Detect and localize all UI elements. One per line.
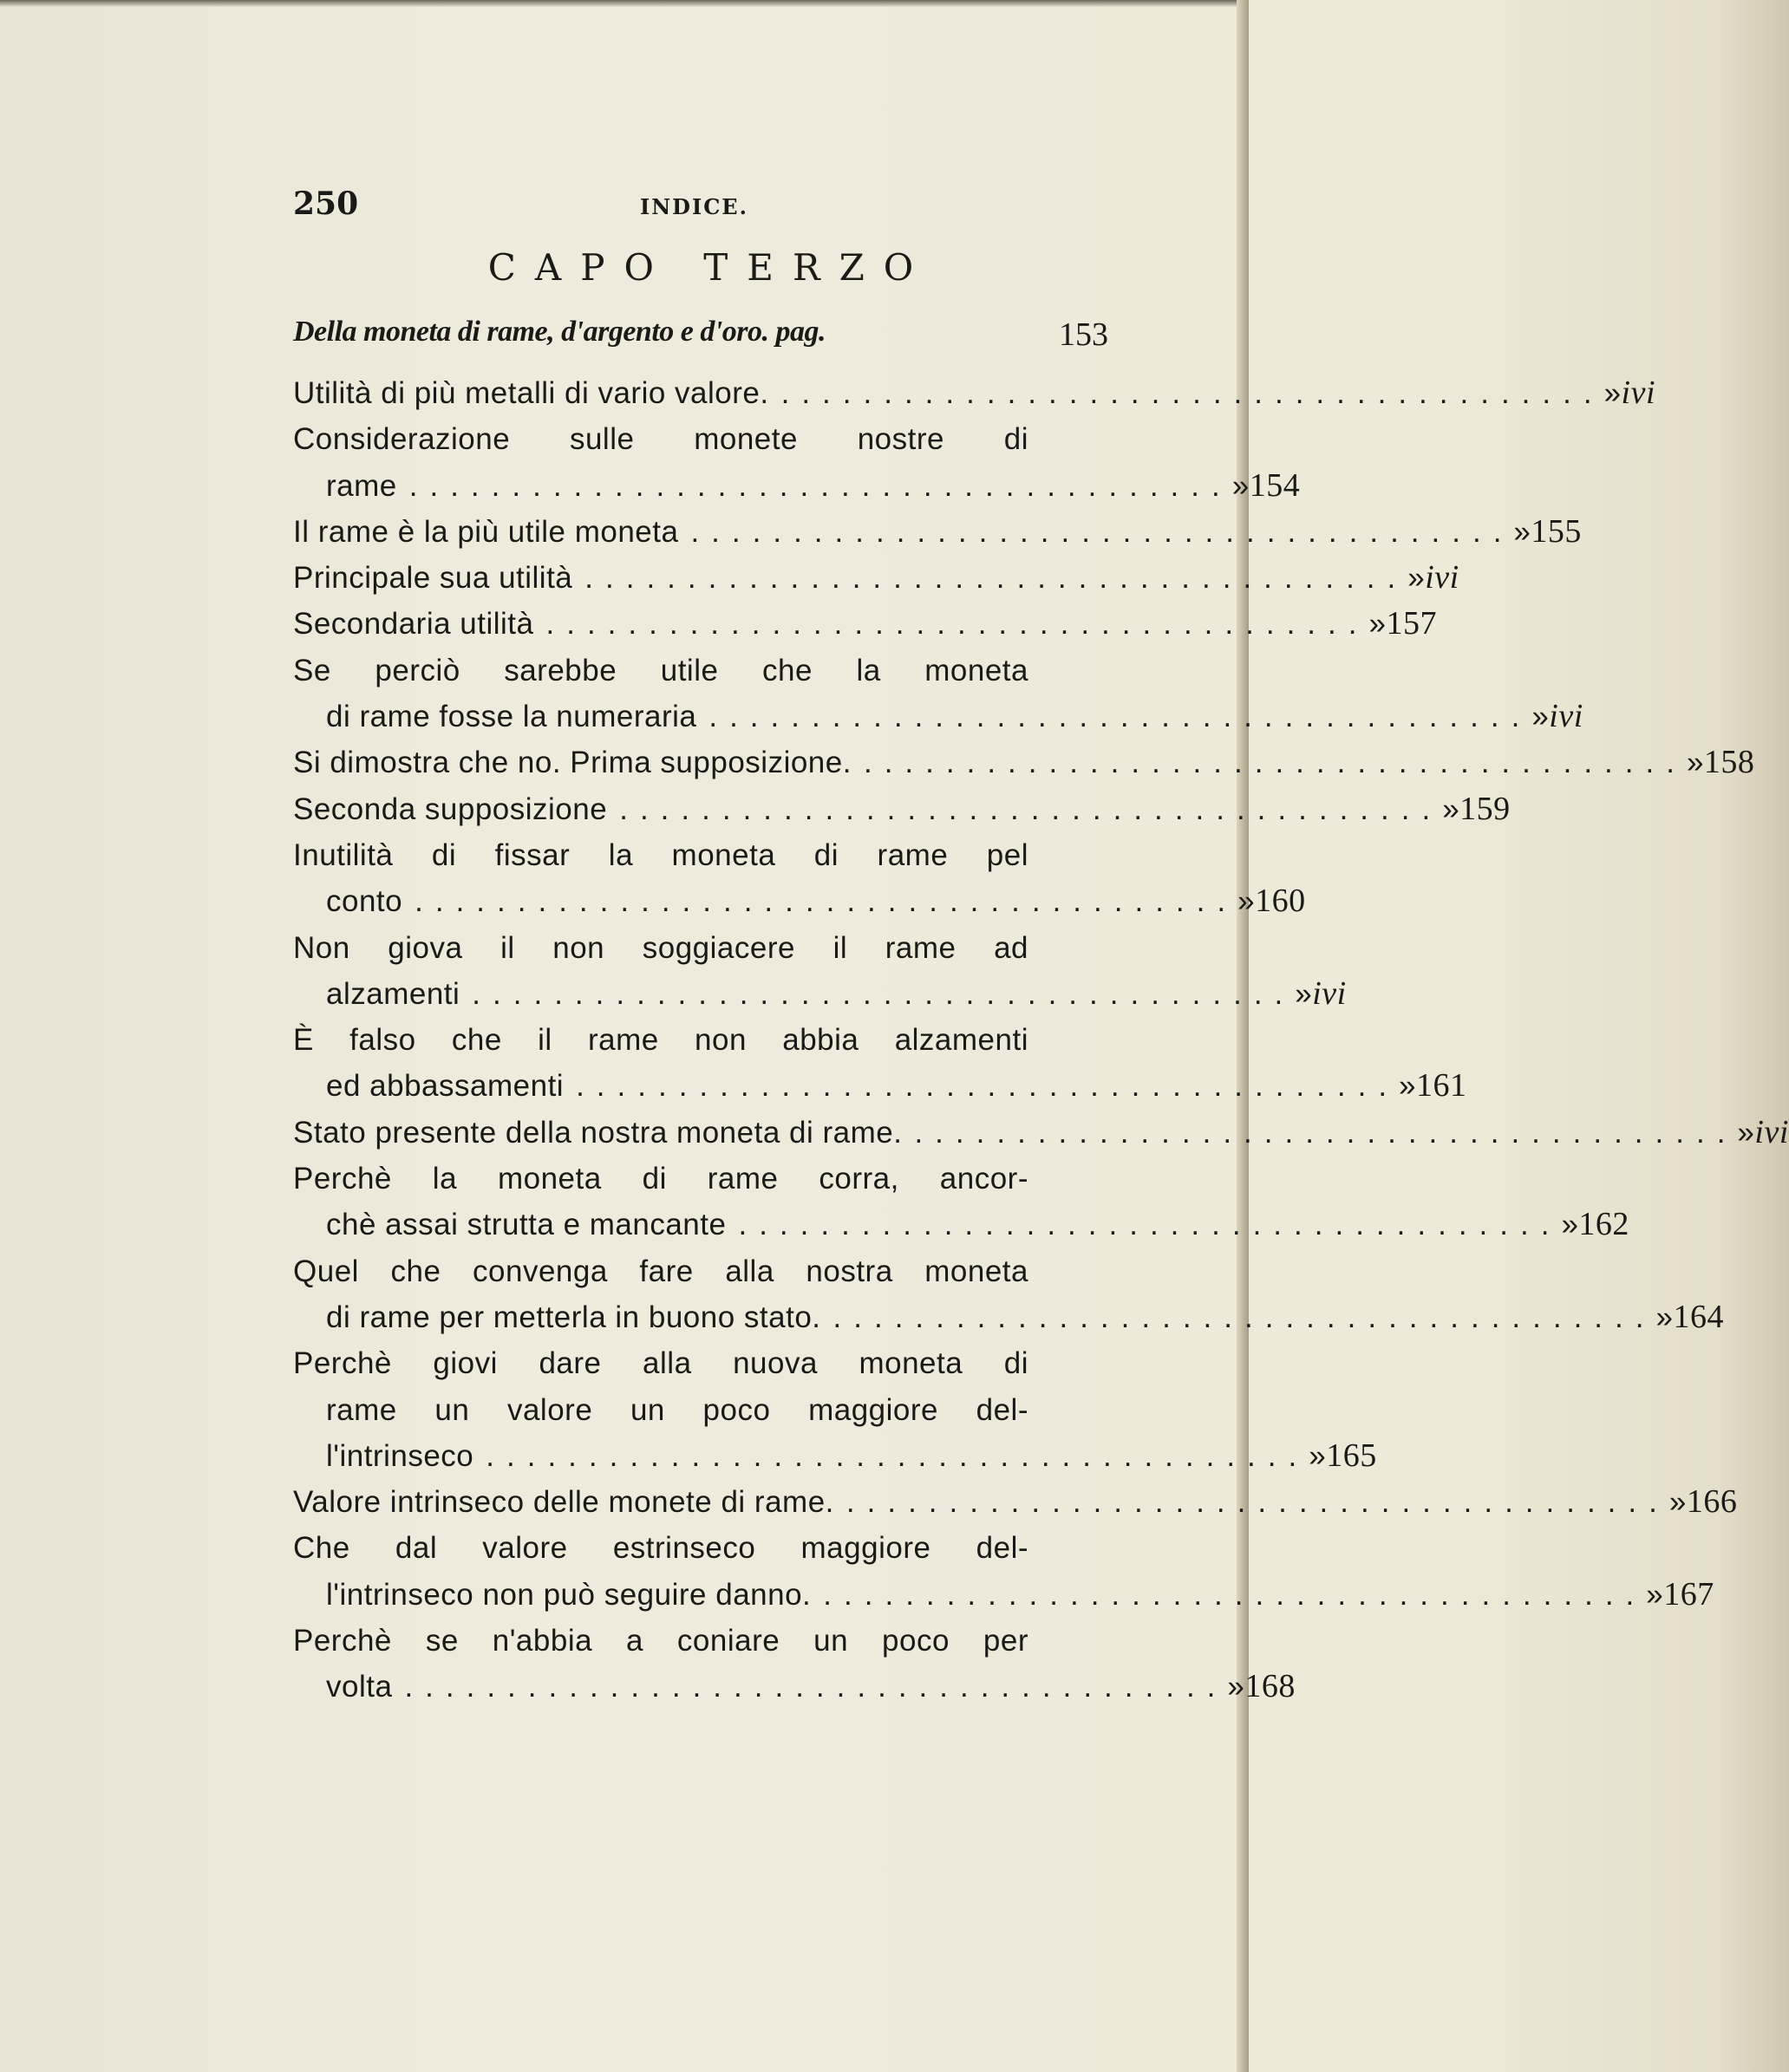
separator-mark: » — [1646, 1577, 1664, 1612]
entry-text: rame un valore un poco maggiore del- — [326, 1392, 1028, 1427]
entry-text: l'intrinseco non può seguire danno. — [326, 1577, 812, 1612]
index-entry-line — [293, 1110, 1789, 1156]
dot-leader: ........................................ — [408, 468, 1232, 503]
running-header — [293, 186, 1108, 224]
index-entry-line — [293, 463, 1301, 509]
entry-text: Secondaria utilità — [293, 607, 534, 642]
separator-mark: » — [1442, 792, 1460, 826]
index-entry-line — [293, 971, 1347, 1017]
entry-text: Inutilità di fissar la moneta di rame pel — [293, 837, 1028, 872]
page-right-edge — [1237, 0, 1249, 2072]
entry-text: Perchè la moneta di rame corra, ancor- — [293, 1162, 1028, 1196]
entry-page: ivi — [1425, 559, 1459, 596]
entry-page: 165 — [1326, 1437, 1377, 1474]
entry-page: 159 — [1459, 790, 1511, 827]
index-entry-line — [293, 832, 1108, 878]
dot-leader: ........................................ — [708, 700, 1532, 734]
index-entry-line — [293, 509, 1582, 555]
index-entry-line — [293, 1340, 1108, 1386]
dot-leader: ........................................ — [823, 1577, 1647, 1612]
index-entry-line — [293, 925, 1108, 971]
chapter-title-row — [293, 316, 1108, 354]
dot-leader: ........................................ — [472, 976, 1296, 1011]
entry-page: 160 — [1255, 883, 1306, 920]
index-entry-line — [293, 786, 1511, 832]
index-entry-line — [293, 1202, 1629, 1248]
index-entry-line — [293, 1433, 1377, 1479]
index-entry-line — [293, 1156, 1108, 1202]
index-entry-line — [293, 648, 1108, 694]
index-entries — [293, 370, 1789, 1710]
chapter-heading: CAPO TERZO — [487, 246, 933, 289]
separator-mark: » — [1231, 468, 1250, 503]
entry-text: conto — [326, 884, 403, 919]
entry-page: ivi — [1621, 375, 1656, 411]
entry-text: rame — [326, 468, 397, 503]
entry-text: l'intrinseco — [326, 1438, 474, 1473]
page-top-edge — [0, 0, 1249, 7]
entry-page: 154 — [1249, 466, 1301, 504]
entry-text: di rame fosse la numeraria — [326, 700, 697, 734]
index-entry-line — [293, 1294, 1724, 1340]
entry-page: 162 — [1578, 1206, 1629, 1243]
dot-leader: ........................................ — [863, 746, 1687, 780]
entry-page: 157 — [1386, 605, 1437, 642]
entry-text: alzamenti — [326, 976, 460, 1011]
entry-text: di rame per metterla in buono stato. — [326, 1300, 821, 1334]
entry-text: È falso che il rame non abbia alzamenti — [293, 1023, 1028, 1058]
entry-text: Utilità di più metalli di vario valore. — [293, 376, 769, 410]
entry-text: Principale sua utilità — [293, 561, 573, 596]
entry-page: ivi — [1549, 698, 1583, 735]
separator-mark: » — [1686, 746, 1704, 780]
dot-leader: ........................................ — [545, 607, 1369, 642]
running-title: INDICE. — [640, 194, 748, 219]
index-entry-line — [293, 1063, 1467, 1109]
index-entry-line — [293, 1525, 1108, 1571]
entry-page: 158 — [1703, 744, 1755, 781]
separator-mark: » — [1668, 1485, 1687, 1520]
entry-text: Quel che convenga fare alla nostra moneta — [293, 1254, 1028, 1288]
entry-text: Stato presente della nostra moneta di rame. — [293, 1115, 903, 1150]
separator-mark: » — [1531, 700, 1550, 734]
dot-leader: ........................................ — [738, 1208, 1562, 1242]
separator-mark: » — [1737, 1115, 1755, 1150]
separator-mark: » — [1309, 1438, 1327, 1473]
index-entry-line — [293, 740, 1755, 785]
entry-page: 168 — [1244, 1668, 1296, 1705]
dot-leader: ........................................ — [415, 884, 1238, 919]
index-entry-line — [293, 1479, 1738, 1525]
entry-text: ed abbassamenti — [326, 1069, 565, 1104]
separator-mark: » — [1603, 376, 1622, 410]
entry-text: Perchè se n'abbia a coniare un poco per — [293, 1624, 1028, 1658]
dot-leader: ........................................ — [404, 1670, 1228, 1704]
separator-mark: » — [1513, 514, 1531, 549]
index-entry-line — [293, 555, 1459, 601]
entry-text: Che dal valore estrinseco maggiore del- — [293, 1531, 1028, 1566]
dot-leader: ........................................ — [576, 1069, 1400, 1104]
entry-page: 164 — [1673, 1298, 1724, 1335]
dot-leader: ........................................ — [832, 1300, 1656, 1334]
dot-leader: ........................................ — [780, 376, 1604, 410]
entry-page: ivi — [1754, 1113, 1789, 1150]
entry-text: Se perciò sarebbe utile che la moneta — [293, 653, 1028, 687]
page-number: 250 — [293, 186, 359, 222]
entry-text: Perchè giovi dare alla nuova moneta di — [293, 1346, 1028, 1381]
index-entry-line — [293, 1248, 1108, 1294]
separator-mark: » — [1237, 884, 1256, 919]
separator-mark: » — [1655, 1300, 1674, 1334]
separator-mark: » — [1407, 561, 1426, 596]
index-entry-line — [293, 1017, 1108, 1063]
separator-mark: » — [1227, 1670, 1245, 1704]
entry-text: chè assai strutta e mancante — [326, 1208, 727, 1242]
index-entry-line — [293, 601, 1437, 647]
entry-text: volta — [326, 1670, 393, 1704]
entry-page: ivi — [1312, 974, 1347, 1012]
separator-mark: » — [1368, 607, 1387, 642]
chapter-title: Della moneta di rame, d'argento e d'oro. pag. — [293, 316, 826, 348]
chapter-page: 153 — [1059, 316, 1108, 353]
dot-leader: ........................................ — [846, 1485, 1669, 1520]
dot-leader: ........................................ — [584, 561, 1408, 596]
entry-text: Seconda supposizione — [293, 792, 608, 826]
dot-leader: ........................................ — [486, 1438, 1309, 1473]
entry-page: 166 — [1686, 1483, 1738, 1521]
entry-text: Non giova il non soggiacere il rame ad — [293, 930, 1028, 965]
dot-leader: ........................................ — [690, 514, 1514, 549]
separator-mark: » — [1399, 1069, 1417, 1104]
dot-leader: ........................................ — [914, 1115, 1738, 1150]
entry-page: 167 — [1663, 1575, 1714, 1613]
separator-mark: » — [1295, 976, 1313, 1011]
entry-page: 161 — [1416, 1067, 1467, 1104]
dot-leader: ........................................ — [619, 792, 1443, 826]
entry-text: Si dimostra che no. Prima supposizione. — [293, 746, 852, 780]
separator-mark: » — [1561, 1208, 1579, 1242]
index-entry-line — [293, 1618, 1108, 1664]
index-entry-line — [293, 878, 1306, 924]
index-entry-line — [293, 1387, 1108, 1433]
entry-text: Considerazione sulle monete nostre di — [293, 422, 1028, 457]
index-entry-line — [293, 370, 1656, 416]
entry-page: 155 — [1531, 512, 1582, 550]
entry-text: Valore intrinseco delle monete di rame. — [293, 1485, 834, 1520]
index-entry-line — [293, 1572, 1714, 1618]
index-entry-line — [293, 416, 1108, 462]
index-entry-line — [293, 1664, 1296, 1710]
index-entry-line — [293, 694, 1583, 740]
entry-text: Il rame è la più utile moneta — [293, 514, 679, 549]
